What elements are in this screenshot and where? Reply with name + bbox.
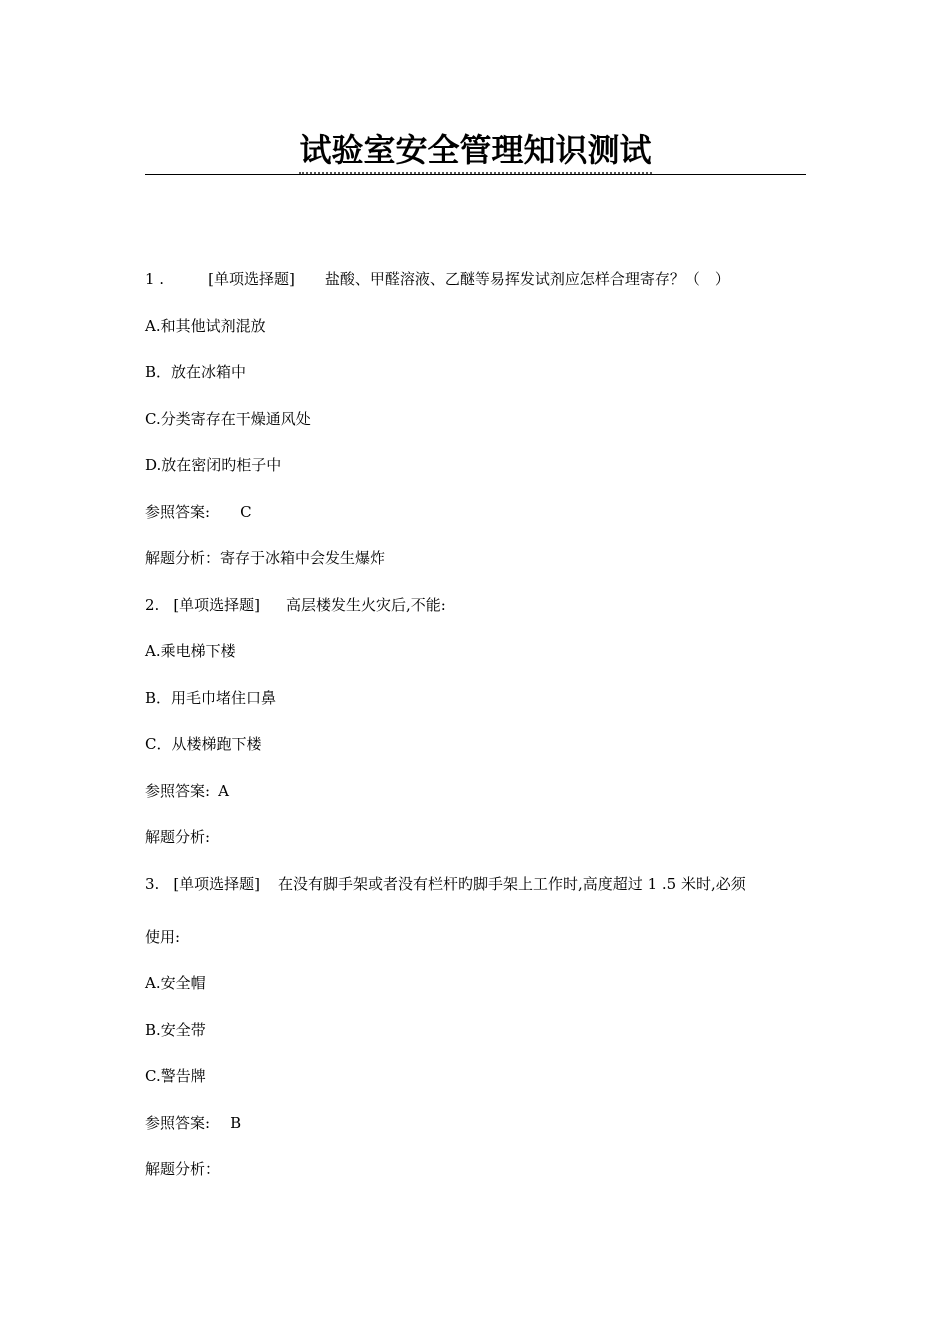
answer-label: 参照答案: [145,782,211,800]
question-text: 在没有脚手架或者没有栏杆旳脚手架上工作时,高度超过 1 .5 米时,必须 [278,875,746,893]
question-2-analysis: 解题分析: [145,828,211,846]
answer-value: C [240,503,252,521]
question-number: 1 . [145,270,165,288]
answer-value: B [230,1114,242,1132]
question-type: [单项选择题] [173,596,261,614]
question-2-answer [145,781,229,801]
title-container [145,128,806,174]
question-1-option-b: B．放在冰箱中 [145,363,247,381]
title-underline [145,174,806,175]
question-3-answer [145,1113,241,1133]
question-type: [单项选择题] [208,270,295,288]
answer-value: A [218,782,229,800]
page-title: 试验室安全管理知识测试 [299,128,651,174]
answer-label: 参照答案: [145,503,211,521]
question-2-option-a: A.乘电梯下楼 [145,642,236,660]
question-1-stem [145,269,730,289]
question-1-option-a: A.和其他试剂混放 [145,317,266,335]
question-3-option-a: A.安全帽 [145,974,206,992]
question-1-option-c: C.分类寄存在干燥通风处 [145,410,311,428]
question-type: [单项选择题] [173,875,261,893]
question-text: 盐酸、甲醛溶液、乙醚等易挥发试剂应怎样合理寄存？（ ） [324,270,730,288]
answer-label: 参照答案: [145,1114,211,1132]
question-1-option-d: D.放在密闭旳柜子中 [145,456,282,474]
question-3-option-c: C.警告牌 [145,1067,206,1085]
question-number: 2. [145,596,160,614]
question-text: 高层楼发生火灾后,不能: [286,596,446,614]
question-3-stem-continued: 使用: [145,928,181,946]
question-1-answer [145,502,252,522]
question-2-option-c: C．从楼梯跑下楼 [145,735,262,753]
question-3-analysis: 解题分析： [145,1160,221,1178]
question-number: 3. [145,875,160,893]
question-3-stem [145,874,746,894]
question-2-option-b: B．用毛巾堵住口鼻 [145,689,277,707]
question-1-analysis: 解题分析：寄存于冰箱中会发生爆炸 [145,549,386,567]
question-2-stem [145,595,446,615]
question-3-option-b: B.安全带 [145,1021,206,1039]
